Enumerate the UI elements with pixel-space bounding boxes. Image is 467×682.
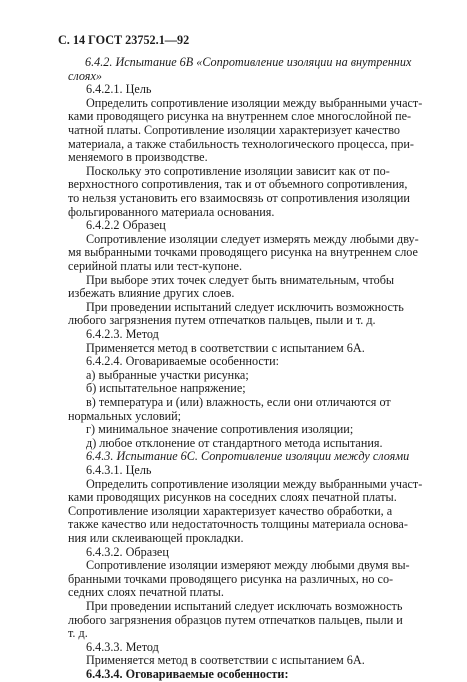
list-item: д) любое отклонение от стандартного метода испытания. (86, 435, 383, 450)
text-line: ками проводящего рисунка на внутреннем слое многослойной пе- (68, 109, 412, 124)
text-line: фольгированного материала основания. (68, 204, 275, 219)
text-line: Сопротивление изоляции характеризует качество обработки, а (68, 503, 393, 518)
subsection-heading: 6.4.3.3. Метод (86, 639, 159, 654)
text-line: ками проводящих рисунков на соседних слоях печатной платы. (68, 490, 397, 505)
list-item: а) выбранные участки рисунка; (86, 367, 249, 382)
text-line: Поскольку это сопротивление изоляции зависит как от по- (86, 163, 390, 178)
text-line: то нельзя установить его взаимосвязь от сопротивления изоляции (68, 191, 410, 205)
list-item-continuation: нормальных условий; (68, 408, 182, 423)
text-line: Сопротивление изоляции измеряют между любыми двумя вы- (86, 558, 410, 573)
text-line: любого загрязнения образцов путем отпечатков пальцев, пыли и (68, 612, 403, 627)
text-line: также качество или недостаточность толщины материала основа- (68, 517, 408, 532)
text-line: При проведении испытаний следует исключать возможность (86, 599, 403, 613)
text-line: Сопротивление изоляции следует измерять между любыми дву- (86, 231, 419, 246)
text-line: меняемого в производстве. (68, 150, 208, 165)
subsection-heading: 6.4.3.4. Оговариваемые особенности: (86, 667, 289, 681)
text-line: Определить сопротивление изоляции между выбранными участ- (86, 95, 423, 110)
section-heading: 6.4.3. Испытание 6С. Сопротивление изоляции между слоями (86, 449, 410, 464)
text-line: чатной платы. Сопротивление изоляции характеризует качество (68, 123, 400, 137)
text-line: т. д. (68, 626, 88, 641)
text-line: Определить сопротивление изоляции между выбранными участ- (86, 476, 423, 491)
section-heading: 6.4.2. Испытание 6В «Сопротивление изоляции на внутренних (85, 55, 412, 69)
section-heading-continuation: слоях» (68, 68, 102, 83)
text-line: любого загрязнения путем отпечатков пальцев, пыли и т. д. (68, 313, 376, 328)
subsection-heading: 6.4.2.3. Метод (86, 327, 159, 341)
subsection-heading: 6.4.3.1. Цель (86, 463, 152, 477)
text-line: материала, а также стабильность технологического процесса, при- (68, 136, 414, 151)
list-item: б) испытательное напряжение; (86, 381, 246, 396)
page-header: С. 14 ГОСТ 23752.1—92 (58, 33, 190, 47)
text-line: ния или склеивающей прокладки. (68, 531, 244, 545)
subsection-heading: 6.4.3.2. Образец (86, 544, 169, 559)
text-line: серийной платы или тест-купоне. (68, 259, 242, 273)
text-line: При проведении испытаний следует исключить возможность (86, 299, 404, 314)
text-line: бранными точками проводящего рисунка на различных, но со- (68, 571, 394, 586)
text-line: мя выбранными точками проводящего рисунка на внутреннем слое (68, 245, 418, 260)
text-line: верхностного сопротивления, так и от объемного сопротивления, (68, 177, 408, 192)
subsection-heading: 6.4.2.2 Образец (86, 218, 166, 233)
text-line: седних слоях печатной платы. (68, 585, 224, 600)
text-line: избежать влияние других слоев. (68, 286, 235, 301)
subsection-heading: 6.4.2.1. Цель (86, 82, 152, 97)
list-item: г) минимальное значение сопротивления изоляции; (86, 422, 354, 437)
text-line: При выборе этих точек следует быть внимательным, чтобы (86, 272, 395, 287)
list-item: в) температура и (или) влажность, если они отличаются от (86, 395, 391, 409)
text-line: Применяется метод в соответствии с испытанием 6А. (86, 653, 365, 668)
text-line: Применяется метод в соответствии с испытанием 6А. (86, 340, 365, 355)
subsection-heading: 6.4.2.4. Оговариваемые особенности: (86, 354, 280, 369)
